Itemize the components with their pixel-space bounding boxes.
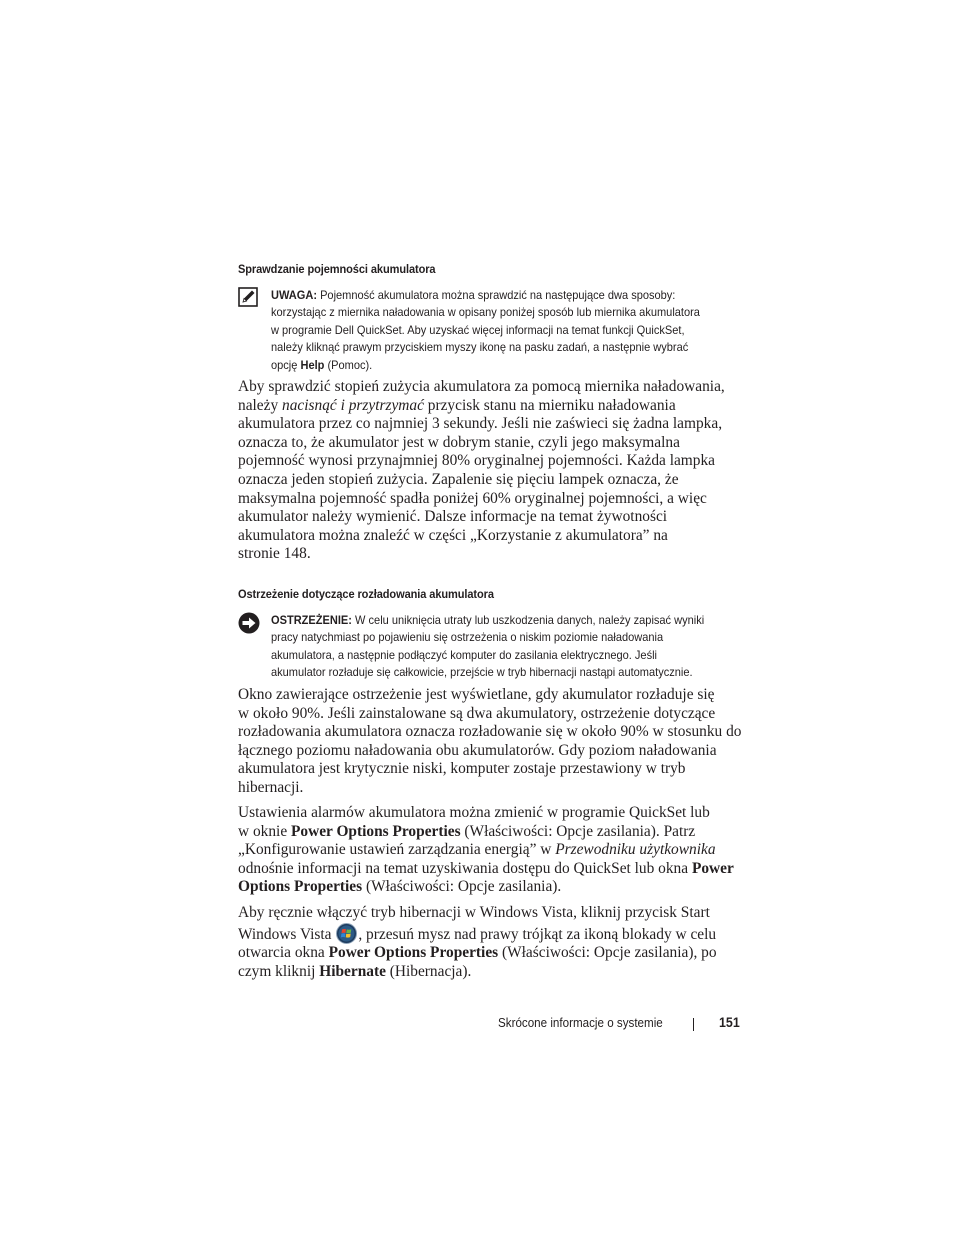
pencil-note-icon <box>238 287 258 312</box>
help-menu-label: Help <box>300 357 325 372</box>
section-heading-battery-capacity: Sprawdzanie pojemności akumulatora <box>238 262 436 276</box>
footer-separator <box>693 1018 694 1031</box>
alarm-settings-paragraph: Ustawienia alarmów akumulatora można zmienić w programie QuickSet lub w oknie Power Options Properties (Właściwości: Opcje zasilania). Patrz „Konfigurowanie ustawień zarządzania energią” w Przewodniku użytkownika odnośnie informacji na temat uzyskiwania dostępu do QuickSet lub okna Power Options Properties (Właściwości: Opcje zasilania). <box>238 804 734 896</box>
section-heading-discharge-warning: Ostrzeżenie dotyczące rozładowania akumulatora <box>238 587 494 601</box>
battery-check-paragraph: Aby sprawdzić stopień zużycia akumulatora za pomocą miernika naładowania, należy nacisnąć i przytrzymać przycisk stanu na mierniku naładowania akumulatora przez co najmniej 3 sekundy. Jeśli nie zaświeci się żadna lampka, oznacza to, że akumulator jest w dobrym stanie, czyli jego maksymalna pojemność wynosi przynajmniej 80% oryginalnej pojemności. Każda lampka oznacza jeden stopień zużycia. Zapalenie się pięciu lampek oznacza, że maksymalna pojemność spadła poniżej 60% oryginalnej pojemności, a więc akumulator należy wymienić. Dalsze informacje na temat żywotności akumulatora można znaleźć w części „Korzystanie z akumulatora” na stronie 148. <box>238 378 725 563</box>
note-text: UWAGA: Pojemność akumulatora można sprawdzić na następujące dwa sposoby: korzystając z miernika naładowania w opisany poniżej sposób lub miernika akumulatora w programie Dell QuickSet. Aby uzyskać więcej informacji na temat funkcji QuickSet, należy kliknąć prawym przyciskiem myszy ikonę na pasku zadań, a następnie wybrać opcję Help (Pomoc). <box>271 288 700 372</box>
windows-vista-start-icon <box>336 923 357 944</box>
page-number: 151 <box>719 1015 740 1030</box>
warning-label: OSTRZEŻENIE: <box>271 613 352 627</box>
footer-chapter-title: Skrócone informacje o systemie <box>498 1016 663 1030</box>
hibernate-paragraph: Aby ręcznie włączyć tryb hibernacji w Windows Vista, kliknij przycisk Start Windows Vista , przesuń mysz nad prawy trójkąt za ikoną blokady w celu otwarcia okna Power Options Properties (Właściwości: Opcje zasilania), po czym kliknij Hibernate (Hibernacja). <box>238 904 717 980</box>
arrow-circle-warning-icon <box>238 612 260 639</box>
note-label: UWAGA: <box>271 288 317 302</box>
discharge-paragraph: Okno zawierające ostrzeżenie jest wyświetlane, gdy akumulator rozładuje się w około 90%. Jeśli zainstalowane są dwa akumulatory, ostrzeżenie dotyczące rozładowania akumulatora oznacza rozładowanie się w około 90% w stosunku do łącznego poziomu naładowania obu akumulatorów. Gdy poziom naładowania akumulatora jest krytycznie niski, komputer zostaje przestawiony w tryb hibernacji. <box>238 686 742 796</box>
warning-text: OSTRZEŻENIE: W celu uniknięcia utraty lub uszkodzenia danych, należy zapisać wyniki pracy natychmiast po pojawieniu się ostrzeżenia o niskim poziomie naładowania akumulatora, a następnie podłączyć komputer do zasilania elektrycznego. Jeśli akumulator rozładuje się całkowicie, przejście w tryb hibernacji nastąpi automatycznie. <box>271 613 705 680</box>
